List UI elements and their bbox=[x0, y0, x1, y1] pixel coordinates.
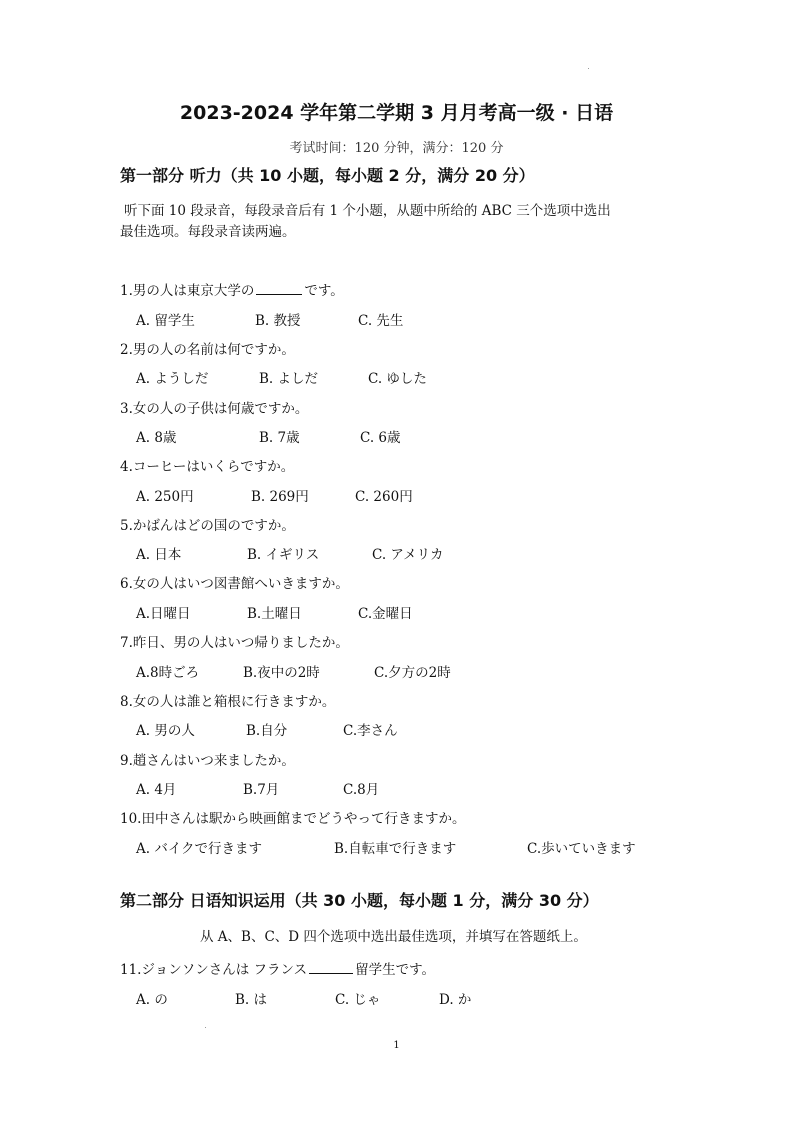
option-a: A. バイクで行きます bbox=[136, 841, 263, 857]
option-c: C. ゆした bbox=[368, 371, 427, 387]
exam-info: 考试时间：120 分钟，满分：120 分 bbox=[289, 141, 504, 156]
question-2: 2.男の人の名前は何ですか。 bbox=[120, 342, 295, 358]
question-7: 7.昨日、男の人はいつ帰りましたか。 bbox=[120, 635, 349, 651]
question-1-post: です。 bbox=[304, 283, 344, 299]
question-11-pre: 11.ジョンソンさんは フランス bbox=[120, 962, 308, 978]
option-c: C. 先生 bbox=[358, 313, 404, 329]
part2-instruction: 从 A、B、C、D 四个选项中选出最佳选项，并填写在答题纸上。 bbox=[200, 929, 587, 945]
part1-intro-line2: 最佳选项。每段录音读两遍。 bbox=[120, 224, 296, 240]
option-b: B. イギリス bbox=[247, 547, 320, 563]
option-c: C. アメリカ bbox=[372, 547, 444, 563]
question-9: 9.趙さんはいつ来ましたか。 bbox=[120, 753, 295, 769]
option-c: C.金曜日 bbox=[358, 606, 413, 622]
option-c: C.夕方の2時 bbox=[374, 665, 451, 681]
question-3: 3.女の人の子供は何歳ですか。 bbox=[120, 401, 309, 417]
question-11-post: 留学生です。 bbox=[355, 962, 436, 978]
option-b: B.自分 bbox=[246, 723, 288, 739]
option-a: A. 男の人 bbox=[136, 723, 195, 739]
option-a: A. 日本 bbox=[136, 547, 182, 563]
option-c: C. 260円 bbox=[355, 489, 413, 505]
exam-title: 2023-2024 学年第二学期 3 月月考高一级 · 日语 bbox=[179, 102, 614, 124]
part2-heading: 第二部分 日语知识运用（共 30 小题，每小题 1 分，满分 30 分） bbox=[120, 891, 599, 910]
page-number: 1 bbox=[393, 1040, 400, 1051]
option-c: C. 6歳 bbox=[360, 430, 401, 446]
question-11 bbox=[120, 958, 435, 978]
option-c: C.8月 bbox=[343, 782, 380, 798]
option-c: C. じゃ bbox=[335, 992, 381, 1008]
option-a: A. の bbox=[136, 992, 168, 1008]
option-b: B. 269円 bbox=[251, 489, 309, 505]
question-5: 5.かばんはどの国のですか。 bbox=[120, 518, 295, 534]
scan-dot bbox=[205, 1027, 206, 1028]
option-a: A. 4月 bbox=[136, 782, 177, 798]
option-a: A.8時ごろ bbox=[136, 665, 200, 681]
option-d: D. か bbox=[439, 992, 472, 1008]
answer-blank bbox=[309, 961, 353, 974]
question-1 bbox=[120, 279, 344, 299]
part1-heading: 第一部分 听力（共 10 小题，每小题 2 分，满分 20 分） bbox=[120, 166, 535, 185]
scan-dot bbox=[588, 68, 589, 69]
question-6: 6.女の人はいつ図書館へいきますか。 bbox=[120, 576, 349, 592]
option-b: B. 7歳 bbox=[259, 430, 300, 446]
option-a: A. 250円 bbox=[136, 489, 194, 505]
part1-intro-line1: 听下面 10 段录音，每段录音后有 1 个小题，从题中所给的 ABC 三个选项中选出 bbox=[124, 203, 611, 219]
option-b: B. は bbox=[235, 992, 268, 1008]
option-c: C.李さん bbox=[343, 723, 398, 739]
option-a: A. ようしだ bbox=[136, 371, 209, 387]
option-a: A.日曜日 bbox=[136, 606, 191, 622]
question-10: 10.田中さんは駅から映画館までどうやって行きますか。 bbox=[120, 811, 466, 827]
question-1-pre: 1.男の人は東京大学の bbox=[120, 283, 255, 299]
question-4: 4.コーヒーはいくらですか。 bbox=[120, 459, 295, 475]
question-8: 8.女の人は誰と箱根に行きますか。 bbox=[120, 694, 336, 710]
option-a: A. 8歳 bbox=[136, 430, 177, 446]
answer-blank bbox=[256, 282, 302, 295]
option-b: B.夜中の2時 bbox=[243, 665, 320, 681]
option-b: B. 教授 bbox=[255, 313, 301, 329]
option-b: B.自転車で行きます bbox=[334, 841, 457, 857]
option-c: C.歩いていきます bbox=[527, 841, 636, 857]
option-a: A. 留学生 bbox=[136, 313, 195, 329]
option-b: B.7月 bbox=[243, 782, 280, 798]
option-b: B.土曜日 bbox=[247, 606, 302, 622]
option-b: B. よしだ bbox=[259, 371, 319, 387]
